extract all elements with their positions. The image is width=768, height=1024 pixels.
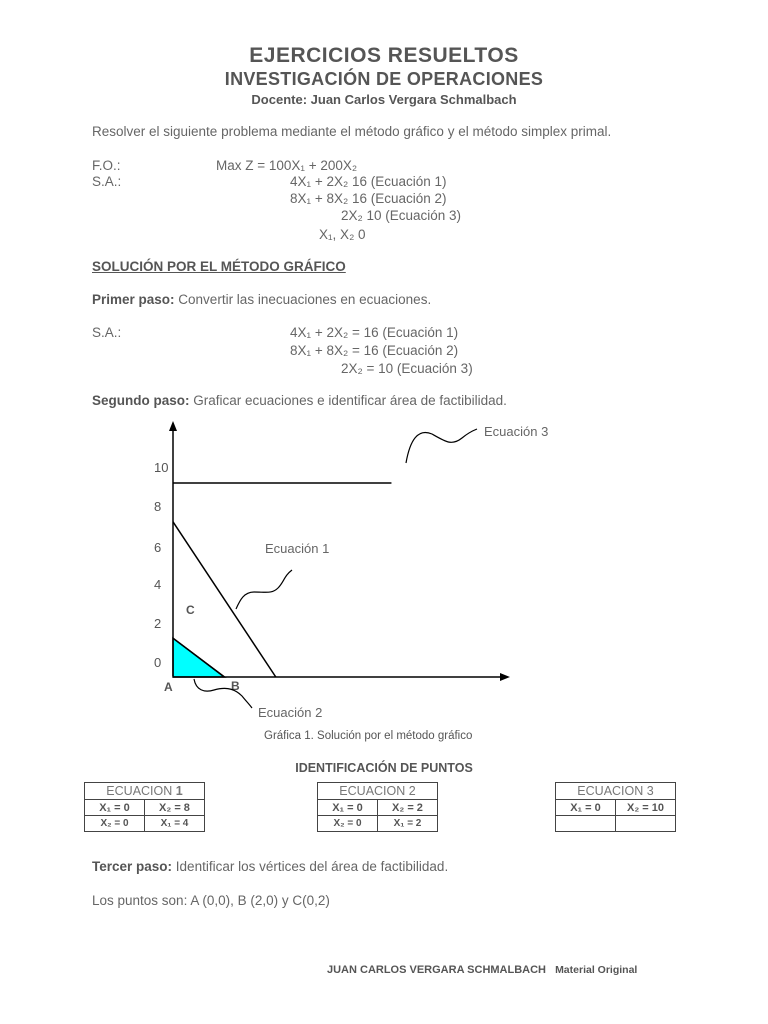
points-table-ecuacion-1 <box>84 782 205 832</box>
table-row <box>85 816 205 832</box>
table-cell: X₂ = 2 <box>378 800 438 816</box>
footer-note: Material Original <box>555 964 638 976</box>
section-title: SOLUCIÓN POR EL MÉTODO GRÁFICO <box>92 259 346 274</box>
equation-1: 4X₁ + 2X₂ = 16 (Ecuación 1) <box>290 325 459 340</box>
y-tick-label: 8 <box>154 499 162 514</box>
step1-text: Convertir las inecuaciones en ecuaciones. <box>178 292 432 307</box>
table-cell: X₁ = 4 <box>145 816 205 832</box>
sa-label: S.A.: <box>92 174 122 189</box>
constraint-3: 2X₂ 10 (Ecuación 3) <box>341 208 462 223</box>
y-tick-label: 10 <box>154 460 169 475</box>
equation-3: 2X₂ = 10 (Ecuación 3) <box>341 361 473 376</box>
points-table-ecuacion-2 <box>317 782 438 832</box>
vertex-label-b: B <box>231 679 240 693</box>
points-table-ecuacion-3 <box>555 782 676 832</box>
leader-curve-ecuacion-1 <box>236 570 292 609</box>
document-subtitle: INVESTIGACIÓN DE OPERACIONES <box>224 69 544 89</box>
footer <box>327 964 637 976</box>
table-header: ECUACION 2 <box>318 783 438 800</box>
chart-caption: Gráfica 1. Solución por el método gráfico <box>264 730 473 742</box>
table-row <box>318 816 438 832</box>
table-cell: X₂ = 8 <box>145 800 205 816</box>
problem-statement: Resolver el siguiente problema mediante el método gráfico y el método simplex primal. <box>92 124 612 139</box>
table-cell <box>616 816 676 832</box>
table-header: ECUACION 3 <box>556 783 676 800</box>
vertices-result: Los puntos son: A (0,0), B (2,0) y C(0,2) <box>92 893 330 908</box>
y-tick-label: 2 <box>154 616 162 631</box>
y-axis-arrow <box>169 421 177 431</box>
objective-function: Max Z = 100X₁ + 200X₂ <box>216 158 358 173</box>
document-title: EJERCICIOS RESUELTOS <box>249 44 519 67</box>
step2-label: Segundo paso: <box>92 393 190 408</box>
constraint-1: 4X₁ + 2X₂ 16 (Ecuación 1) <box>290 174 447 189</box>
leader-curve-ecuacion-3 <box>406 429 477 463</box>
vertex-label-a: A <box>164 680 173 694</box>
table-row <box>556 800 676 816</box>
step2-text: Graficar ecuaciones e identificar área de factibilidad. <box>193 393 507 408</box>
nonnegativity-constraint: X₁, X₂ 0 <box>319 227 366 242</box>
annotation-ecuacion-2: Ecuación 2 <box>258 705 323 720</box>
table-cell: X₁ = 2 <box>378 816 438 832</box>
chart-layer <box>154 421 548 742</box>
table-row <box>556 816 676 832</box>
table-cell: X₁ = 0 <box>85 800 145 816</box>
footer-author: JUAN CARLOS VERGARA SCHMALBACH <box>327 964 546 976</box>
step3-paragraph <box>92 859 448 874</box>
table-cell: X₁ = 0 <box>556 800 616 816</box>
x-axis-arrow <box>500 673 510 681</box>
leader-curve-ecuacion-2 <box>194 679 252 708</box>
y-tick-label: 6 <box>154 540 162 555</box>
table-cell: X₂ = 0 <box>85 816 145 832</box>
table-cell: X₂ = 10 <box>616 800 676 816</box>
step1-sa-label: S.A.: <box>92 325 122 340</box>
y-tick-label: 4 <box>154 577 162 592</box>
constraint-2: 8X₁ + 8X₂ 16 (Ecuación 2) <box>290 191 447 206</box>
annotation-ecuacion-3: Ecuación 3 <box>484 424 549 439</box>
teacher-line: Docente: Juan Carlos Vergara Schmalbach <box>251 92 517 107</box>
annotation-ecuacion-1: Ecuación 1 <box>265 541 330 556</box>
step3-text: Identificar los vértices del área de factibilidad. <box>175 859 449 874</box>
equation-2: 8X₁ + 8X₂ = 16 (Ecuación 2) <box>290 343 459 358</box>
vertex-label-c: C <box>186 603 195 617</box>
table-header: ECUACION 1 <box>85 783 205 800</box>
points-section-title: IDENTIFICACIÓN DE PUNTOS <box>295 761 473 775</box>
table-cell: X₂ = 0 <box>318 816 378 832</box>
table-cell <box>556 816 616 832</box>
step1-label: Primer paso: <box>92 292 175 307</box>
table-row <box>85 800 205 816</box>
fo-label: F.O.: <box>92 158 121 173</box>
table-row <box>318 800 438 816</box>
table-cell: X₁ = 0 <box>318 800 378 816</box>
y-tick-label: 0 <box>154 655 162 670</box>
step3-label: Tercer paso: <box>92 859 173 874</box>
